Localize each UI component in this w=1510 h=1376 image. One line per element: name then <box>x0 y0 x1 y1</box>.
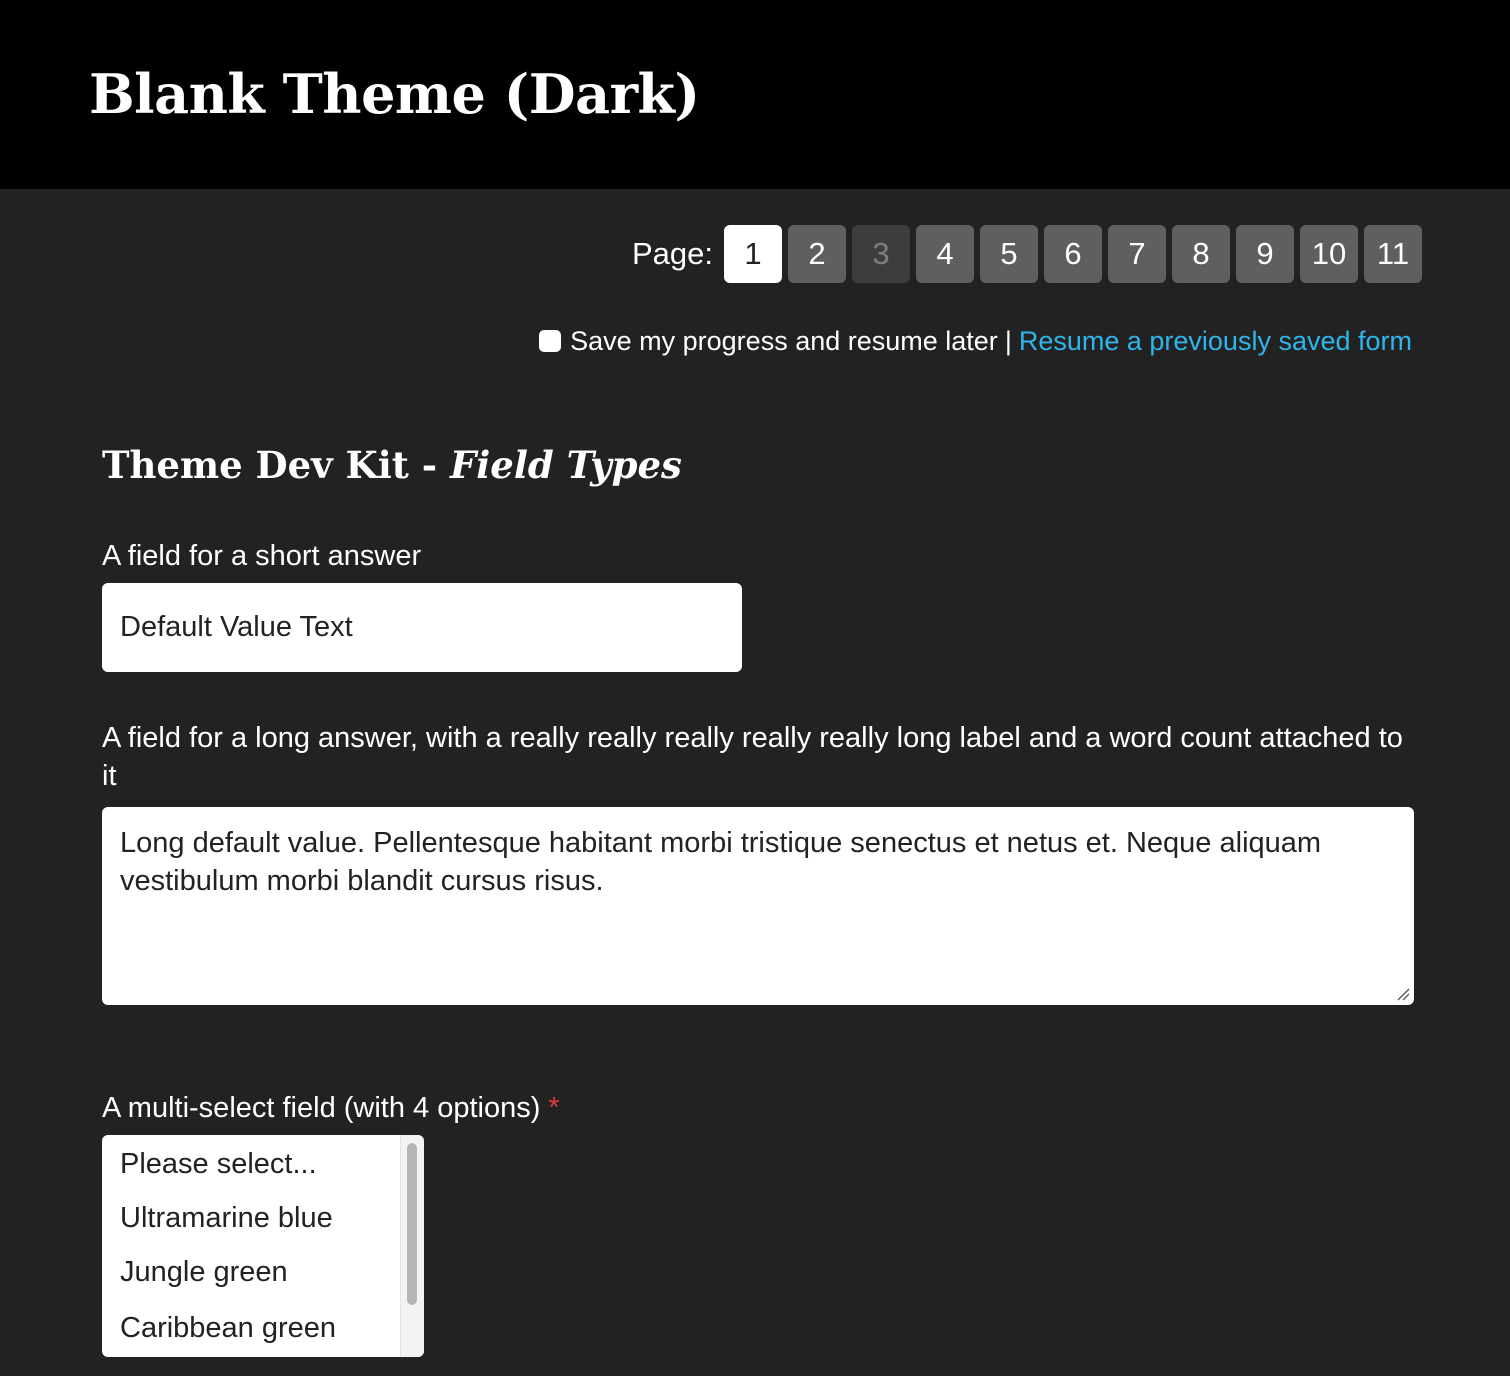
page-button-2[interactable]: 2 <box>788 225 846 283</box>
listbox-scrollbar-thumb[interactable] <box>407 1143 417 1305</box>
required-marker: * <box>548 1092 560 1124</box>
multi-select-label-text: A multi-select field (with 4 options) <box>102 1092 541 1124</box>
save-separator: | <box>1004 326 1012 356</box>
multi-select-listbox[interactable] <box>102 1135 424 1357</box>
page-button-4[interactable]: 4 <box>916 225 974 283</box>
multi-select-option[interactable]: Please select... <box>120 1148 317 1180</box>
long-answer-textarea[interactable] <box>102 807 1414 1005</box>
multi-select-option[interactable]: Ultramarine blue <box>120 1202 333 1234</box>
pagination <box>632 225 1422 283</box>
pagination-label: Page: <box>631 236 713 271</box>
form-title-main: Theme Dev Kit - <box>102 443 450 487</box>
save-progress-checkbox[interactable] <box>539 330 561 352</box>
short-answer-input[interactable] <box>102 583 742 672</box>
page-button-7[interactable]: 7 <box>1108 225 1166 283</box>
save-progress-row <box>539 322 1412 360</box>
multi-select-label <box>102 1089 560 1127</box>
page-button-6[interactable]: 6 <box>1044 225 1102 283</box>
page-button-9[interactable]: 9 <box>1236 225 1294 283</box>
site-header <box>0 0 1510 189</box>
page-button-5[interactable]: 5 <box>980 225 1038 283</box>
long-answer-label: A field for a long answer, with a really really really really really long label and a word count attached to it <box>102 722 1403 792</box>
page-button-11[interactable]: 11 <box>1364 225 1422 283</box>
save-progress-label[interactable]: Save my progress and resume later <box>570 326 998 356</box>
site-title: Blank Theme (Dark) <box>89 62 700 126</box>
multi-select-option[interactable]: Caribbean green <box>120 1312 337 1344</box>
page-button-8[interactable]: 8 <box>1172 225 1230 283</box>
multi-select-option[interactable]: Jungle green <box>120 1256 288 1288</box>
short-answer-label: A field for a short answer <box>102 540 422 572</box>
resume-saved-form-link[interactable]: Resume a previously saved form <box>1018 326 1412 356</box>
page-button-10[interactable]: 10 <box>1300 225 1358 283</box>
form-title-subtitle: Field Types <box>449 443 682 487</box>
short-answer-value: Default Value Text <box>120 611 353 643</box>
long-answer-value: Long default value. Pellentesque habitant morbi tristique senectus et netus et. Neque aliquam vestibulum morbi blandit cursus risus. <box>120 827 1322 897</box>
page-button-1[interactable]: 1 <box>724 225 782 283</box>
page-button-3[interactable]: 3 <box>852 225 910 283</box>
resize-handle-icon[interactable] <box>1396 987 1410 1001</box>
listbox-scrollbar[interactable] <box>400 1135 424 1357</box>
form-title <box>102 438 682 492</box>
